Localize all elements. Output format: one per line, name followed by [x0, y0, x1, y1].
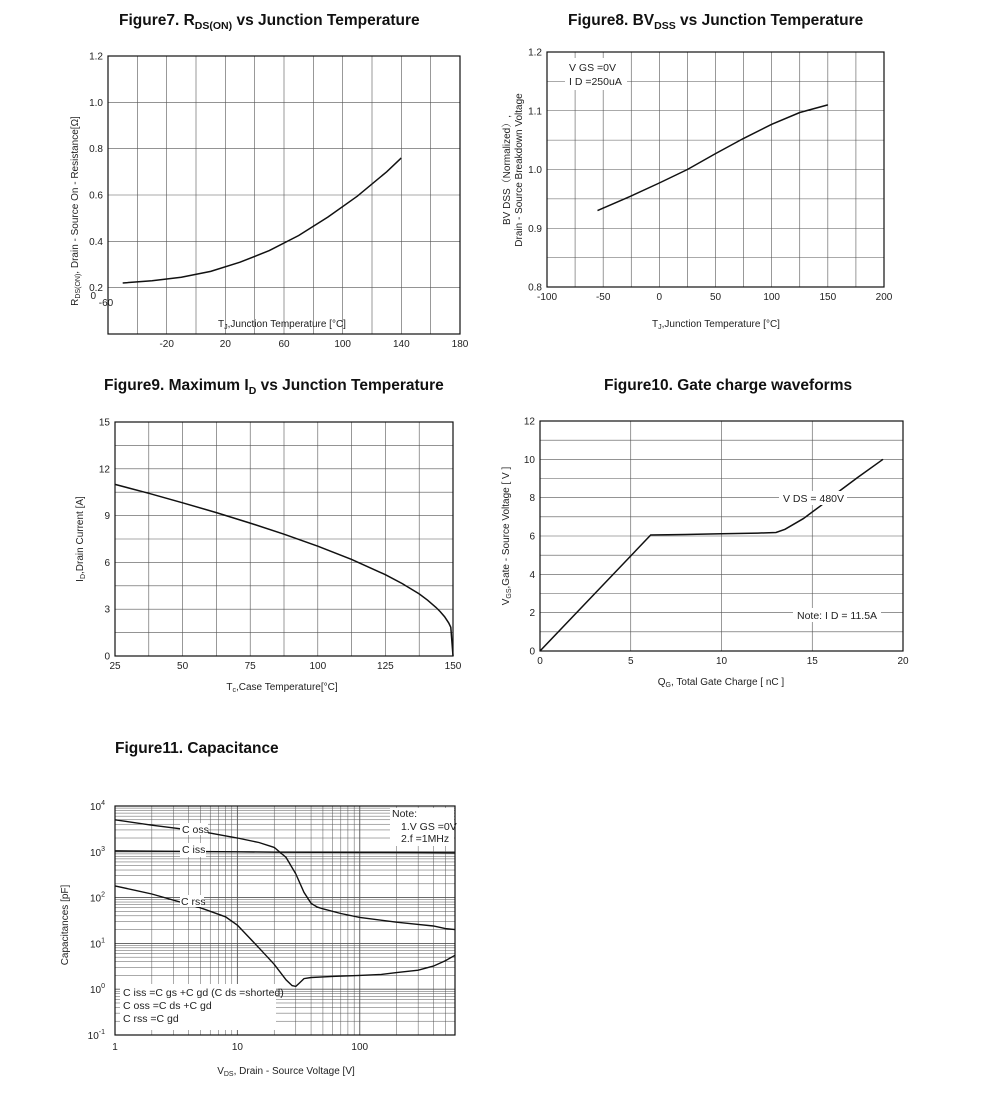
fig8-ytick-label: 0.8 [528, 282, 542, 294]
fig11-note-2: 2.f =1MHz [401, 833, 450, 845]
fig7-chart [0, 40, 495, 350]
fig9-ytick-label: 6 [104, 557, 110, 569]
fig11-xtick-label: 1 [112, 1042, 118, 1053]
fig8-series-line [598, 105, 828, 211]
fig11-title: Figure11. Capacitance [115, 740, 279, 757]
fig11-ytick-label: $10^1$ [89, 937, 105, 951]
fig9-ytick-label: 9 [104, 511, 110, 523]
fig8-ytick-label: 1.1 [528, 106, 542, 118]
fig11-ytick-label: $10^{-1}$ [87, 1029, 105, 1042]
fig7-ytick-label: 1.2 [89, 51, 103, 63]
fig7-xtick-label: -20 [159, 339, 174, 350]
fig7-ytick-label: 1.0 [89, 97, 103, 109]
fig10-ytick-label: 4 [529, 569, 535, 581]
fig11-ytick-label: $10^4$ [89, 800, 105, 813]
fig11-legend-3: C rss =C gd [123, 1013, 179, 1025]
fig7-grid [108, 56, 460, 334]
fig11-xlabel: $V_{DS}$, Drain - Source Voltage [V] [217, 1066, 355, 1078]
fig9-title: Figure9. Maximum $I_D$ vs Junction Temperature [104, 377, 444, 398]
fig7-xtick-label: 180 [451, 339, 469, 350]
fig10-xtick-label: 15 [806, 656, 818, 667]
fig8-xtick-label: 100 [763, 292, 781, 303]
fig8-xlabel: $T_J,Junction$ Temperature [°C] [652, 319, 780, 331]
fig9-ytick-label: 0 [104, 651, 110, 663]
fig10-ticks [524, 417, 909, 668]
fig7-ytick-label: 0.2 [89, 283, 103, 295]
fig10-chart [495, 405, 991, 705]
fig7-xtick-label: 60 [278, 339, 290, 350]
fig9-xtick-label: 75 [244, 661, 256, 672]
fig8-ytick-label: 0.9 [528, 223, 542, 235]
fig10-xtick-label: 5 [627, 656, 634, 667]
fig8-xtick-label: -100 [536, 292, 558, 303]
fig9-ytick-label: 15 [98, 417, 110, 429]
fig10-ytick-label: 10 [523, 454, 535, 466]
fig8-xtick-label: 200 [875, 292, 893, 303]
fig10-xtick-label: 0 [537, 656, 543, 667]
fig10-ytick-label: 12 [523, 416, 535, 428]
fig7-ytick-label: 0.4 [89, 236, 103, 248]
fig8-series [598, 105, 828, 211]
fig8-ylabel-line1: BV DSS（Normalized）, [502, 114, 513, 226]
fig11-ylabel: Capacitances [pF] [60, 884, 71, 966]
fig11-ytick-label: $10^0$ [89, 983, 105, 997]
fig7-ytick-label: 0.8 [89, 144, 103, 156]
fig8-xtick-label: 50 [709, 292, 722, 303]
fig10-note-label: Note: I D = 11.5A [797, 610, 878, 622]
fig7-xlabel: $T_J,Junction$ Temperature [°C] [218, 319, 346, 331]
fig7-xtick-label: 140 [392, 339, 410, 350]
fig7-ytick-label: 0.6 [89, 190, 103, 202]
fig11-series-crss [115, 886, 455, 987]
fig9-xtick-label: 100 [309, 661, 327, 672]
fig7-ticks [89, 52, 469, 351]
fig8-title: Figure8. $BV_{DSS}$ vs Junction Temperature [568, 12, 864, 33]
fig10-ytick-label: 2 [529, 608, 535, 620]
fig9-xtick-label: 125 [377, 661, 394, 672]
fig11-legend-2: C oss =C ds +C gd [123, 1000, 212, 1012]
fig8-ytick-label: 1.2 [528, 47, 542, 59]
fig10-xtick-label: 10 [715, 656, 728, 667]
fig11-legend-1: C iss =C gs +C gd (C ds =shorted) [123, 987, 284, 999]
fig8-chart [495, 40, 991, 340]
fig8-note-id: I D =250uA [569, 76, 622, 88]
fig8-xtick-label: 0 [656, 292, 663, 303]
fig11-label-crss: C rss [181, 896, 206, 908]
fig9-ytick-label: 12 [98, 464, 110, 476]
fig10-ytick-label: 6 [529, 531, 535, 543]
fig9-ticks [99, 418, 462, 673]
fig11-note-title: Note: [392, 808, 418, 820]
fig11-label-coss: C oss [182, 824, 209, 836]
fig9-xtick-label: 50 [177, 661, 189, 672]
fig10-ylabel: $V_{GS},Gate$ - Source Voltage [ V ] [501, 466, 513, 606]
fig8-ytick-label: 1.0 [528, 165, 542, 176]
fig10-ytick-label: 0 [529, 646, 535, 658]
fig7-title: Figure7. $R_{DS(ON)}$ vs Junction Temperature [119, 12, 420, 33]
fig10-ytick-label: 8 [529, 493, 535, 505]
fig9-xtick-label: 25 [109, 661, 121, 672]
fig7-series [123, 158, 402, 283]
fig11-label-ciss: C iss [182, 844, 206, 856]
fig7-origin-x: -60 [98, 298, 114, 309]
fig7-ylabel: $R_{DS(ON)}$, Drain - Source On - Resistance[Ω] [70, 116, 82, 306]
fig9-grid [115, 422, 453, 656]
fig11-xtick-label: 10 [231, 1042, 243, 1053]
fig9-chart [0, 405, 495, 705]
fig9-xtick-label: 150 [444, 661, 462, 672]
fig9-xlabel: $T_c,Case$ Temperature[°C] [226, 682, 338, 694]
fig10-vds-label: V DS = 480V [783, 493, 844, 505]
fig11-xtick-label: 100 [351, 1042, 369, 1053]
fig11-ytick-label: $10^3$ [89, 845, 105, 859]
fig10-xtick-label: 20 [897, 656, 909, 667]
fig10-xlabel: $Q_G$, Total Gate Charge [ nC ] [657, 677, 785, 689]
fig11-chart [0, 795, 495, 1095]
fig8-ylabel-line2: Drain - Source Breakdown Voltage [514, 93, 525, 247]
fig7-origin-y: 0 [90, 291, 96, 302]
fig11-ytick-label: $10^2$ [89, 891, 105, 905]
fig7-xtick-label: 100 [334, 339, 352, 350]
fig7-series-line [123, 158, 402, 283]
fig10-title: Figure10. Gate charge waveforms [604, 377, 853, 394]
fig7-xtick-label: 20 [219, 339, 231, 350]
fig9-ytick-label: 3 [104, 604, 110, 616]
fig8-xtick-label: -50 [595, 292, 611, 303]
fig9-ylabel: $I_D,Drain$ Current [A] [75, 496, 87, 582]
fig8-xtick-label: 150 [819, 292, 837, 303]
fig11-note-1: 1.V GS =0V [401, 821, 457, 833]
fig8-note-vgs: V GS =0V [569, 62, 616, 74]
